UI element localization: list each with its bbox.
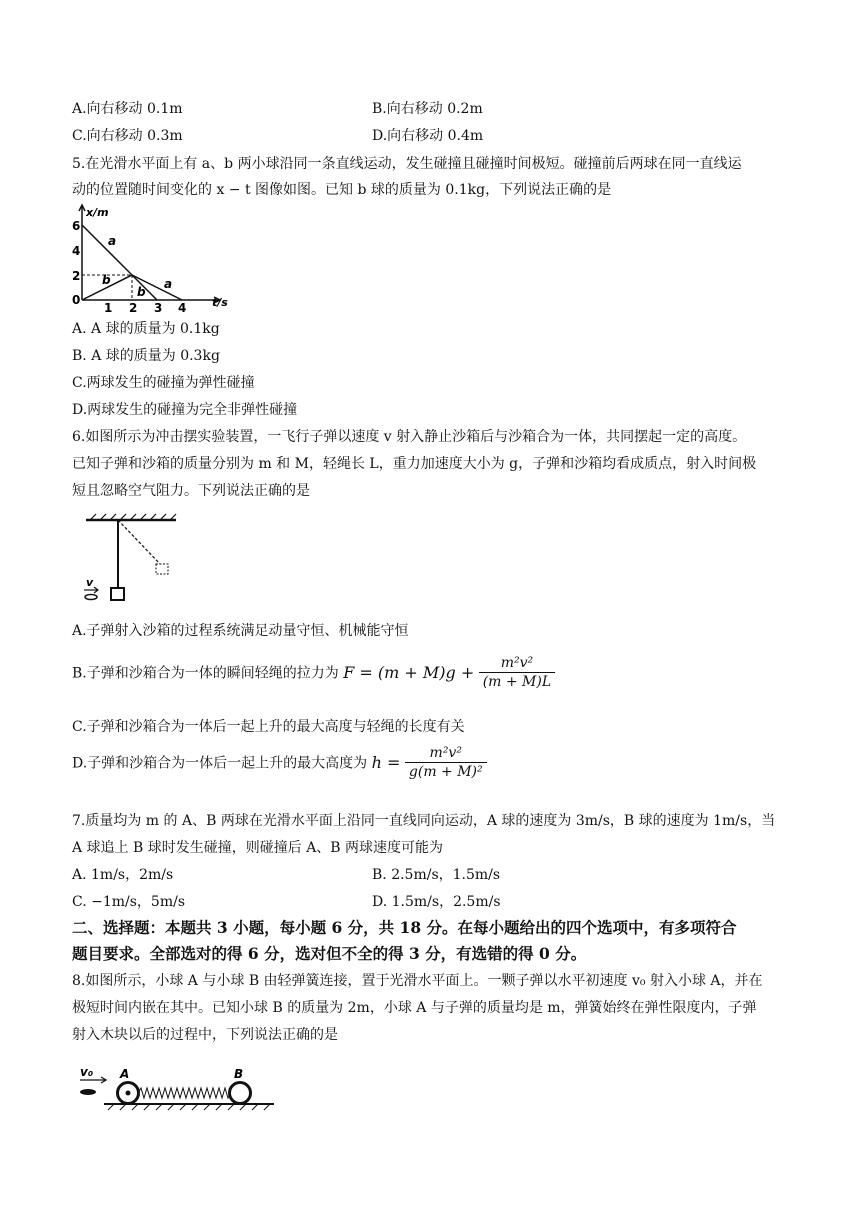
q8-stem-line2: 极短时间内嵌在其中。已知小球 B 的质量为 2m，小球 A 与子弹的质量均是 m，弹簧始终在弹性限度内，子弹 <box>72 1000 757 1016</box>
q6-option-a: A.子弹射入沙箱的过程系统满足动量守恒、机械能守恒 <box>72 623 409 639</box>
q5-graph-ylabel: x/m <box>86 206 109 219</box>
q5-option-a: A. A 球的质量为 0.1kg <box>72 321 220 337</box>
q5-graph-xlabel: t/s <box>212 296 228 309</box>
q5-graph-xtick-2: 2 <box>129 301 138 315</box>
q6-option-d-fraction <box>405 744 487 781</box>
q7-option-c: C. −1m/s，5m/s <box>72 894 186 910</box>
q6-option-b-denominator: (m + M)L <box>479 672 555 691</box>
q5-option-c: C.两球发生的碰撞为弹性碰撞 <box>72 375 255 391</box>
q5-graph-xtick-3: 3 <box>154 301 163 315</box>
q6-stem-line3: 短且忽略空气阻力。下列说法正确的是 <box>72 483 310 499</box>
q5-graph-label-b-before: b <box>102 273 111 287</box>
q5-graph-xtick-4: 4 <box>178 301 187 315</box>
q7-option-d: D. 1.5m/s，2.5m/s <box>372 894 501 910</box>
q6-option-b <box>72 654 555 691</box>
q7-stem-line2: A 球追上 B 球时发生碰撞，则碰撞后 A、B 两球速度可能为 <box>72 840 444 856</box>
q5-graph-label-b-after: b <box>137 285 146 299</box>
q5-option-b: B. A 球的质量为 0.3kg <box>72 348 220 364</box>
section2-header-line2: 题目要求。全部选对的得 6 分，选对但不全的得 3 分，有选错的得 0 分。 <box>72 944 587 963</box>
q6-ballistic-pendulum-figure <box>78 512 188 604</box>
q5-graph-ytick-0: 0 <box>72 293 81 307</box>
q6-option-b-fraction <box>479 654 555 691</box>
q8-stem-line3: 射入木块以后的过程中，下列说法正确的是 <box>72 1027 338 1043</box>
q4-option-c: C.向右移动 0.3m <box>72 128 183 144</box>
q4-option-a: A.向右移动 0.1m <box>72 101 183 117</box>
q7-option-b: B. 2.5m/s，1.5m/s <box>372 867 501 883</box>
q6-stem-line2: 已知子弹和沙箱的质量分别为 m 和 M，轻绳长 L，重力加速度大小为 g，子弹和沙箱均看成质点，射入时间极 <box>72 456 757 472</box>
q6-stem-line1: 6.如图所示为冲击摆实验装置，一飞行子弹以速度 v 射入静止沙箱后与沙箱合为一体，共同摆起一定的高度。 <box>72 429 747 445</box>
q4-option-b: B.向右移动 0.2m <box>372 101 483 117</box>
q8-fig-v0-label: v₀ <box>80 1065 94 1079</box>
q8-spring-balls-figure <box>74 1058 280 1116</box>
q6-option-d <box>72 744 487 781</box>
q6-option-b-formula-lhs: F = (m + M)g + <box>343 663 475 682</box>
q7-stem-line1: 7.质量均为 m 的 A、B 两球在光滑水平面上沿同一直线同向运动，A 球的速度为 3m/s，B 球的速度为 1m/s，当 <box>72 813 776 829</box>
q5-graph-label-a-before: a <box>108 234 117 248</box>
q8-fig-ball-a-label: A <box>120 1067 130 1081</box>
q8-stem-line1: 8.如图所示，小球 A 与小球 B 由轻弹簧连接，置于光滑水平面上。一颗子弹以水平初速度 v₀ 射入小球 A，并在 <box>72 973 763 989</box>
q6-option-b-numerator: m²v² <box>500 655 534 671</box>
q5-option-d: D.两球发生的碰撞为完全非弹性碰撞 <box>72 402 298 418</box>
q6-option-d-numerator: m²v² <box>429 745 462 761</box>
section2-header-line1: 二、选择题：本题共 3 小题，每小题 6 分，共 18 分。在每小题给出的四个选项中，有多项符合 <box>72 918 737 937</box>
q5-graph-ytick-2: 2 <box>72 269 81 283</box>
q6-option-c: C.子弹和沙箱合为一体后一起上升的最大高度与轻绳的长度有关 <box>72 719 465 735</box>
q8-fig-ball-b-label: B <box>234 1067 244 1081</box>
q6-option-d-text: D.子弹和沙箱合为一体后一起上升的最大高度为 <box>72 755 368 772</box>
q6-option-d-denominator: g(m + M)² <box>405 762 487 781</box>
q6-option-b-text: B.子弹和沙箱合为一体的瞬间轻绳的拉力为 <box>72 665 339 682</box>
q5-stem-line2: 动的位置随时间变化的 x − t 图像如图。已知 b 球的质量为 0.1kg，下列说法正确的是 <box>72 182 612 198</box>
q6-fig-velocity-label: v <box>86 576 94 589</box>
q5-stem-line1: 5.在光滑水平面上有 a、b 两小球沿同一条直线运动，发生碰撞且碰撞时间极短。碰撞前后两球在同一直线运 <box>72 156 742 172</box>
q5-graph-label-a-after: a <box>164 277 173 291</box>
q6-option-d-formula-lhs: h = <box>371 753 401 772</box>
q5-xt-graph <box>70 200 240 315</box>
q5-graph-ytick-6: 6 <box>72 219 81 233</box>
q7-option-a: A. 1m/s，2m/s <box>72 867 174 883</box>
q4-option-d: D.向右移动 0.4m <box>372 128 484 144</box>
q5-graph-xtick-1: 1 <box>104 301 113 315</box>
q5-graph-ytick-4: 4 <box>72 244 81 258</box>
